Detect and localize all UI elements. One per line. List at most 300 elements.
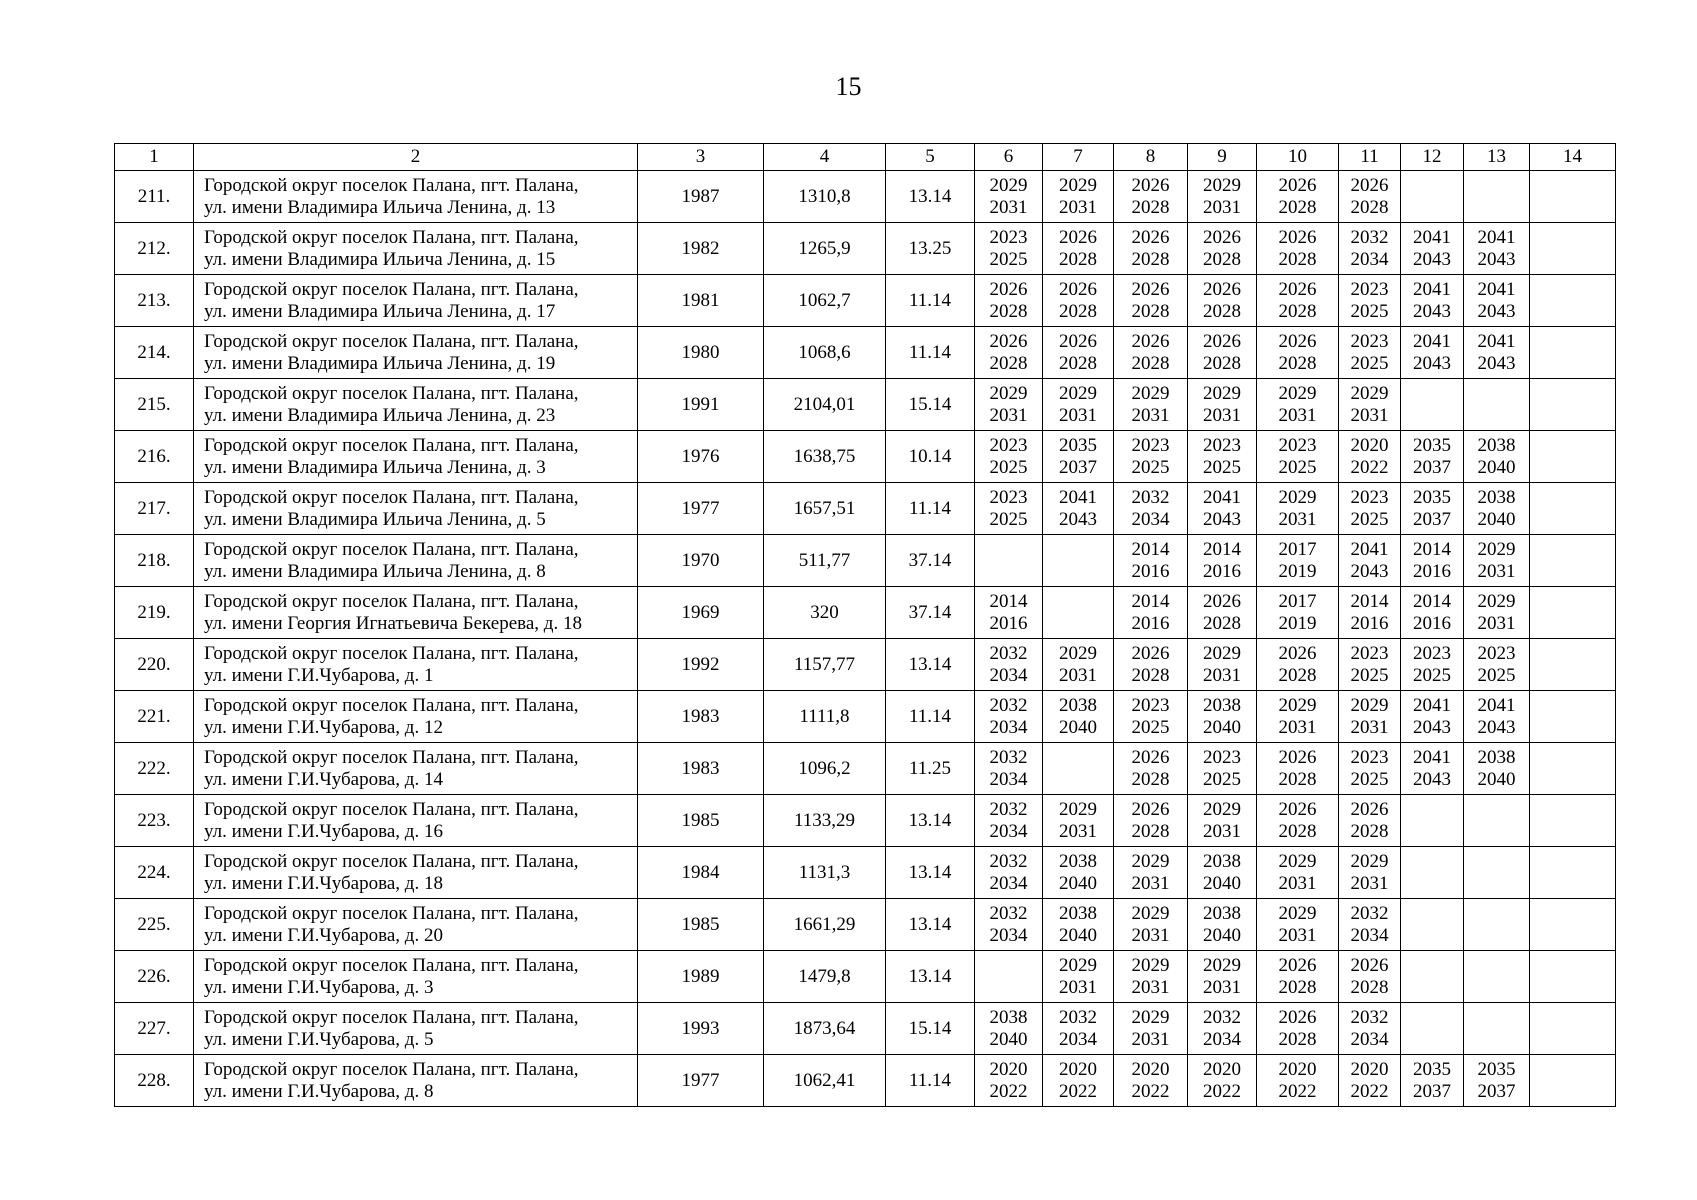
period-end-year: 2028 [1131, 248, 1170, 270]
period-cell-col-13 [1464, 1003, 1530, 1055]
address-line-2: ул. имени Георгия Игнатьевича Бекерева, д. 18 [204, 612, 582, 634]
period-end-year: 2040 [1477, 456, 1516, 478]
column-header-7: 7 [1043, 144, 1114, 171]
code-value: 13.14 [886, 639, 975, 691]
period-cell-col-7 [1043, 1055, 1114, 1107]
period-start-year: 2014 [1131, 590, 1170, 612]
period-end-year: 2040 [1203, 872, 1241, 894]
address-line-1: Городской округ поселок Палана, пгт. Палана, [204, 486, 579, 508]
period-start-year: 2026 [1131, 642, 1170, 664]
period-cell-col-9 [1188, 275, 1257, 327]
row-number: 224. [115, 847, 194, 899]
period-start-year: 2026 [1350, 174, 1389, 196]
column-header-6: 6 [975, 144, 1043, 171]
area-value: 320 [764, 587, 886, 639]
period-cell-col-11 [1339, 795, 1401, 847]
period-start-year: 2041 [1413, 278, 1451, 300]
period-end-year: 2034 [989, 664, 1028, 686]
column-header-14: 14 [1530, 144, 1616, 171]
address-line-1: Городской округ поселок Палана, пгт. Палана, [204, 330, 579, 352]
period-start-year: 2029 [1350, 694, 1389, 716]
period-cell-col-10 [1257, 1003, 1339, 1055]
period-cell-col-9 [1188, 535, 1257, 587]
table-row [115, 223, 1616, 275]
period-cell-col-13 [1464, 223, 1530, 275]
period-cell-col-10 [1257, 587, 1339, 639]
period-cell-col-9 [1188, 327, 1257, 379]
period-cell-col-6 [975, 795, 1043, 847]
period-cell-col-9 [1188, 899, 1257, 951]
period-start-year: 2032 [989, 798, 1028, 820]
period-end-year: 2043 [1413, 768, 1451, 790]
period-cell-col-11 [1339, 951, 1401, 1003]
period-cell-col-12 [1401, 431, 1464, 483]
period-end-year: 2022 [1059, 1080, 1097, 1102]
row-number: 214. [115, 327, 194, 379]
period-cell-col-11 [1339, 587, 1401, 639]
period-cell-col-12 [1401, 691, 1464, 743]
period-start-year: 2026 [1278, 746, 1317, 768]
period-end-year: 2016 [1203, 560, 1241, 582]
period-start-year: 2026 [1278, 642, 1317, 664]
period-cell-col-6 [975, 691, 1043, 743]
period-start-year: 2014 [1413, 538, 1451, 560]
period-cell-col-13 [1464, 1055, 1530, 1107]
period-cell-col-10 [1257, 847, 1339, 899]
code-value: 10.14 [886, 431, 975, 483]
period-end-year: 2034 [989, 924, 1028, 946]
period-end-year: 2028 [1278, 820, 1317, 842]
period-cell-col-6 [975, 639, 1043, 691]
period-cell-col-10 [1257, 431, 1339, 483]
period-end-year: 2022 [1350, 456, 1389, 478]
row-number: 217. [115, 483, 194, 535]
period-start-year: 2020 [1278, 1058, 1317, 1080]
period-cell-col-6 [975, 223, 1043, 275]
period-cell-col-14 [1530, 639, 1616, 691]
period-start-year: 2041 [1413, 330, 1451, 352]
period-end-year: 2028 [989, 352, 1028, 374]
period-start-year: 2032 [1203, 1006, 1241, 1028]
period-cell-col-14 [1530, 691, 1616, 743]
period-start-year: 2026 [1278, 226, 1317, 248]
code-value: 13.14 [886, 847, 975, 899]
column-header-13: 13 [1464, 144, 1530, 171]
period-cell-col-10 [1257, 743, 1339, 795]
address-line-2: ул. имени Владимира Ильича Ленина, д. 5 [204, 508, 546, 530]
address-line-1: Городской округ поселок Палана, пгт. Палана, [204, 694, 579, 716]
code-value: 11.14 [886, 483, 975, 535]
build-year: 1989 [638, 951, 764, 1003]
address-cell [194, 535, 638, 587]
period-cell-col-8 [1114, 223, 1188, 275]
period-end-year: 2043 [1059, 508, 1097, 530]
period-cell-col-7 [1043, 431, 1114, 483]
address-line-2: ул. имени Г.И.Чубарова, д. 18 [204, 872, 443, 894]
row-number: 222. [115, 743, 194, 795]
period-end-year: 2031 [1059, 404, 1097, 426]
period-start-year: 2035 [1059, 434, 1097, 456]
period-start-year: 2038 [1059, 902, 1097, 924]
period-end-year: 2028 [1350, 196, 1389, 218]
area-value: 1265,9 [764, 223, 886, 275]
period-cell-col-7 [1043, 691, 1114, 743]
period-cell-col-12 [1401, 639, 1464, 691]
code-value: 11.14 [886, 1055, 975, 1107]
code-value: 13.25 [886, 223, 975, 275]
address-cell [194, 483, 638, 535]
period-end-year: 2028 [1278, 768, 1317, 790]
period-end-year: 2028 [1059, 352, 1097, 374]
table-row [115, 899, 1616, 951]
period-cell-col-7 [1043, 483, 1114, 535]
table-body [115, 171, 1616, 1107]
address-cell [194, 691, 638, 743]
address-line-2: ул. имени Г.И.Чубарова, д. 1 [204, 664, 434, 686]
period-start-year: 2026 [1131, 174, 1170, 196]
period-start-year: 2035 [1477, 1058, 1516, 1080]
period-start-year: 2020 [1059, 1058, 1097, 1080]
table-row [115, 587, 1616, 639]
address-cell [194, 223, 638, 275]
period-end-year: 2043 [1413, 352, 1451, 374]
period-end-year: 2034 [1350, 248, 1389, 270]
period-start-year: 2023 [1131, 694, 1170, 716]
period-start-year: 2026 [1131, 330, 1170, 352]
table-row [115, 795, 1616, 847]
period-cell-col-9 [1188, 743, 1257, 795]
period-start-year: 2032 [989, 746, 1028, 768]
area-value: 1657,51 [764, 483, 886, 535]
period-end-year: 2043 [1477, 352, 1516, 374]
row-number: 221. [115, 691, 194, 743]
address-line-2: ул. имени Г.И.Чубарова, д. 5 [204, 1028, 434, 1050]
period-start-year: 2026 [1131, 278, 1170, 300]
period-cell-col-9 [1188, 171, 1257, 223]
period-end-year: 2025 [989, 456, 1028, 478]
period-cell-col-14 [1530, 899, 1616, 951]
period-cell-col-12 [1401, 951, 1464, 1003]
period-start-year: 2014 [1203, 538, 1241, 560]
table-row [115, 327, 1616, 379]
period-start-year: 2026 [1278, 798, 1317, 820]
period-start-year: 2038 [1203, 850, 1241, 872]
period-end-year: 2040 [989, 1028, 1028, 1050]
period-end-year: 2031 [1131, 404, 1170, 426]
period-start-year: 2029 [1059, 798, 1097, 820]
period-start-year: 2026 [1350, 954, 1389, 976]
period-start-year: 2029 [1131, 382, 1170, 404]
period-end-year: 2031 [1203, 196, 1241, 218]
period-cell-col-10 [1257, 899, 1339, 951]
area-value: 1062,41 [764, 1055, 886, 1107]
period-cell-col-9 [1188, 795, 1257, 847]
period-cell-col-11 [1339, 223, 1401, 275]
period-start-year: 2023 [989, 434, 1028, 456]
period-cell-col-8 [1114, 431, 1188, 483]
period-cell-col-7 [1043, 535, 1114, 587]
period-end-year: 2025 [1350, 352, 1389, 374]
area-value: 1310,8 [764, 171, 886, 223]
period-end-year: 2031 [1278, 404, 1317, 426]
period-start-year: 2041 [1059, 486, 1097, 508]
period-cell-col-8 [1114, 327, 1188, 379]
period-cell-col-14 [1530, 379, 1616, 431]
address-cell [194, 743, 638, 795]
period-start-year: 2041 [1477, 694, 1516, 716]
period-cell-col-10 [1257, 535, 1339, 587]
period-end-year: 2043 [1413, 716, 1451, 738]
address-line-2: ул. имени Владимира Ильича Ленина, д. 3 [204, 456, 546, 478]
period-cell-col-11 [1339, 327, 1401, 379]
area-value: 1157,77 [764, 639, 886, 691]
period-cell-col-10 [1257, 171, 1339, 223]
column-header-3: 3 [638, 144, 764, 171]
table-row [115, 275, 1616, 327]
period-start-year: 2029 [1131, 850, 1170, 872]
period-start-year: 2038 [1059, 850, 1097, 872]
code-value: 13.14 [886, 171, 975, 223]
address-line-1: Городской округ поселок Палана, пгт. Палана, [204, 226, 579, 248]
period-end-year: 2025 [1131, 456, 1170, 478]
period-cell-col-11 [1339, 275, 1401, 327]
address-line-2: ул. имени Владимира Ильича Ленина, д. 17 [204, 300, 556, 322]
address-cell [194, 1055, 638, 1107]
period-end-year: 2028 [1131, 768, 1170, 790]
period-end-year: 2043 [1477, 300, 1516, 322]
code-value: 11.25 [886, 743, 975, 795]
period-cell-col-9 [1188, 431, 1257, 483]
period-cell-col-8 [1114, 587, 1188, 639]
period-end-year: 2040 [1477, 508, 1516, 530]
period-end-year: 2034 [989, 820, 1028, 842]
period-cell-col-9 [1188, 1055, 1257, 1107]
period-cell-col-6 [975, 431, 1043, 483]
table-row [115, 743, 1616, 795]
period-end-year: 2028 [989, 300, 1028, 322]
period-cell-col-9 [1188, 847, 1257, 899]
period-end-year: 2016 [1131, 560, 1170, 582]
table-row [115, 1003, 1616, 1055]
period-cell-col-12 [1401, 223, 1464, 275]
address-line-1: Городской округ поселок Палана, пгт. Палана, [204, 174, 579, 196]
period-cell-col-12 [1401, 379, 1464, 431]
period-start-year: 2026 [1278, 174, 1317, 196]
period-cell-col-11 [1339, 847, 1401, 899]
column-header-1: 1 [115, 144, 194, 171]
period-cell-col-10 [1257, 691, 1339, 743]
period-cell-col-12 [1401, 899, 1464, 951]
period-end-year: 2019 [1278, 612, 1317, 634]
period-start-year: 2038 [1477, 434, 1516, 456]
period-start-year: 2026 [1131, 746, 1170, 768]
build-year: 1983 [638, 743, 764, 795]
period-start-year: 2023 [1350, 278, 1389, 300]
period-end-year: 2028 [1203, 352, 1241, 374]
row-number: 225. [115, 899, 194, 951]
period-start-year: 2038 [989, 1006, 1028, 1028]
period-cell-col-12 [1401, 275, 1464, 327]
address-cell [194, 639, 638, 691]
period-cell-col-6 [975, 1003, 1043, 1055]
row-number: 218. [115, 535, 194, 587]
address-cell [194, 587, 638, 639]
address-line-1: Городской округ поселок Палана, пгт. Палана, [204, 746, 579, 768]
period-end-year: 2031 [989, 404, 1028, 426]
period-start-year: 2035 [1413, 1058, 1451, 1080]
period-start-year: 2032 [1131, 486, 1170, 508]
period-cell-col-10 [1257, 639, 1339, 691]
row-number: 219. [115, 587, 194, 639]
period-start-year: 2029 [1131, 902, 1170, 924]
build-year: 1976 [638, 431, 764, 483]
period-start-year: 2029 [1131, 954, 1170, 976]
period-start-year: 2038 [1477, 486, 1516, 508]
period-end-year: 2028 [1278, 196, 1317, 218]
period-cell-col-9 [1188, 691, 1257, 743]
period-start-year: 2026 [1278, 278, 1317, 300]
period-cell-col-13 [1464, 379, 1530, 431]
period-start-year: 2020 [1203, 1058, 1241, 1080]
period-cell-col-10 [1257, 327, 1339, 379]
period-start-year: 2026 [1203, 226, 1241, 248]
period-end-year: 2025 [1131, 716, 1170, 738]
period-start-year: 2029 [1477, 538, 1516, 560]
period-end-year: 2043 [1203, 508, 1241, 530]
area-value: 1133,29 [764, 795, 886, 847]
period-start-year: 2032 [989, 642, 1028, 664]
period-end-year: 2037 [1413, 1080, 1451, 1102]
period-cell-col-12 [1401, 1003, 1464, 1055]
period-end-year: 2025 [1350, 300, 1389, 322]
period-cell-col-12 [1401, 847, 1464, 899]
period-end-year: 2031 [1477, 560, 1516, 582]
period-end-year: 2034 [1059, 1028, 1097, 1050]
period-cell-col-13 [1464, 535, 1530, 587]
period-end-year: 2040 [1059, 872, 1097, 894]
period-end-year: 2037 [1059, 456, 1097, 478]
period-start-year: 2026 [1350, 798, 1389, 820]
period-cell-col-8 [1114, 171, 1188, 223]
period-cell-col-8 [1114, 535, 1188, 587]
period-cell-col-7 [1043, 743, 1114, 795]
period-end-year: 2022 [989, 1080, 1028, 1102]
period-cell-col-9 [1188, 1003, 1257, 1055]
period-start-year: 2029 [1350, 382, 1389, 404]
address-line-2: ул. имени Г.И.Чубарова, д. 20 [204, 924, 443, 946]
period-end-year: 2028 [1278, 1028, 1317, 1050]
period-end-year: 2031 [1131, 872, 1170, 894]
address-line-2: ул. имени Г.И.Чубарова, д. 16 [204, 820, 443, 842]
period-end-year: 2028 [1131, 196, 1170, 218]
period-end-year: 2016 [989, 612, 1028, 634]
period-start-year: 2029 [1278, 902, 1317, 924]
period-cell-col-11 [1339, 379, 1401, 431]
period-cell-col-8 [1114, 483, 1188, 535]
period-end-year: 2028 [1131, 300, 1170, 322]
period-end-year: 2028 [1278, 664, 1317, 686]
build-year: 1980 [638, 327, 764, 379]
table-row [115, 379, 1616, 431]
period-cell-col-11 [1339, 743, 1401, 795]
period-cell-col-7 [1043, 639, 1114, 691]
address-cell [194, 327, 638, 379]
period-cell-col-13 [1464, 275, 1530, 327]
build-year: 1981 [638, 275, 764, 327]
period-end-year: 2019 [1278, 560, 1317, 582]
period-start-year: 2023 [989, 486, 1028, 508]
period-cell-col-8 [1114, 847, 1188, 899]
period-cell-col-14 [1530, 275, 1616, 327]
period-cell-col-14 [1530, 847, 1616, 899]
row-number: 223. [115, 795, 194, 847]
address-cell [194, 275, 638, 327]
period-cell-col-13 [1464, 847, 1530, 899]
period-end-year: 2031 [1203, 664, 1241, 686]
period-end-year: 2043 [1413, 300, 1451, 322]
row-number: 213. [115, 275, 194, 327]
period-end-year: 2040 [1477, 768, 1516, 790]
period-end-year: 2037 [1477, 1080, 1516, 1102]
period-end-year: 2025 [1350, 768, 1389, 790]
period-start-year: 2032 [1350, 1006, 1389, 1028]
area-value: 1131,3 [764, 847, 886, 899]
period-cell-col-10 [1257, 275, 1339, 327]
period-end-year: 2028 [1278, 300, 1317, 322]
address-cell [194, 847, 638, 899]
table-header [115, 144, 1616, 171]
period-cell-col-6 [975, 951, 1043, 1003]
period-cell-col-14 [1530, 171, 1616, 223]
period-end-year: 2043 [1477, 716, 1516, 738]
period-end-year: 2031 [1059, 976, 1097, 998]
period-end-year: 2043 [1413, 248, 1451, 270]
build-year: 1969 [638, 587, 764, 639]
period-cell-col-12 [1401, 1055, 1464, 1107]
period-cell-col-13 [1464, 171, 1530, 223]
period-end-year: 2025 [1413, 664, 1451, 686]
period-cell-col-7 [1043, 899, 1114, 951]
period-start-year: 2026 [1131, 798, 1170, 820]
period-end-year: 2025 [1278, 456, 1317, 478]
period-cell-col-6 [975, 847, 1043, 899]
period-cell-col-14 [1530, 587, 1616, 639]
period-end-year: 2028 [1278, 248, 1317, 270]
period-start-year: 2014 [1413, 590, 1451, 612]
column-header-9: 9 [1188, 144, 1257, 171]
period-cell-col-10 [1257, 795, 1339, 847]
build-year: 1991 [638, 379, 764, 431]
period-cell-col-8 [1114, 1055, 1188, 1107]
build-year: 1993 [638, 1003, 764, 1055]
period-cell-col-9 [1188, 587, 1257, 639]
table-row [115, 847, 1616, 899]
period-cell-col-11 [1339, 431, 1401, 483]
area-value: 1873,64 [764, 1003, 886, 1055]
period-end-year: 2031 [1278, 872, 1317, 894]
period-cell-col-12 [1401, 743, 1464, 795]
area-value: 1068,6 [764, 327, 886, 379]
area-value: 1638,75 [764, 431, 886, 483]
period-start-year: 2023 [989, 226, 1028, 248]
period-cell-col-11 [1339, 691, 1401, 743]
period-cell-col-8 [1114, 795, 1188, 847]
address-line-2: ул. имени Владимира Ильича Ленина, д. 23 [204, 404, 556, 426]
period-end-year: 2031 [1131, 924, 1170, 946]
build-year: 1985 [638, 795, 764, 847]
period-end-year: 2028 [1203, 300, 1241, 322]
period-start-year: 2038 [1203, 902, 1241, 924]
